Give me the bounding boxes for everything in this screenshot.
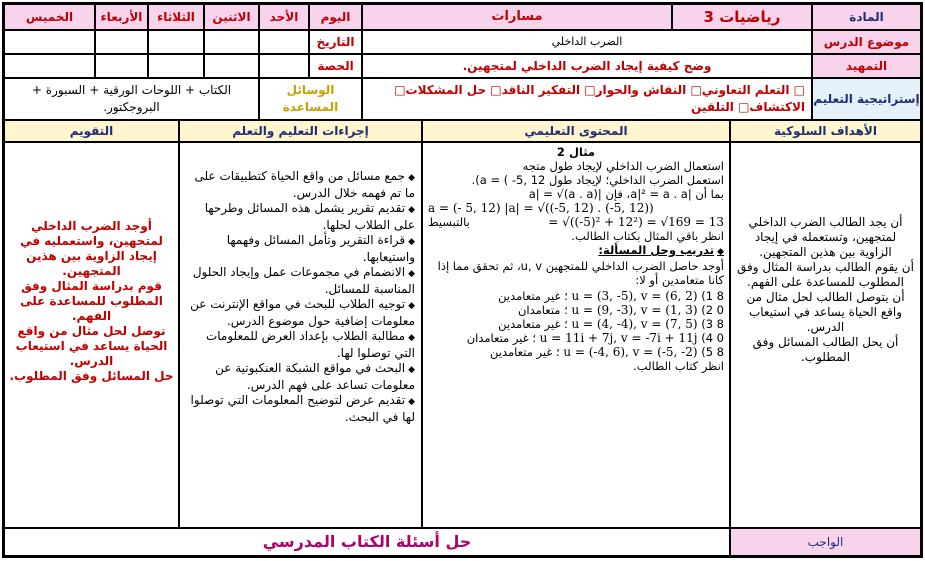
day-sun: الأحد <box>259 4 309 30</box>
procedure-item: ◆ تقديم تقرير يشمل هذه المسائل وطرحها على الطلاب لحلها. <box>186 201 415 233</box>
content-body <box>422 142 730 528</box>
procedure-item: ◆ جمع مسائل من واقع الحياة كتطبيقات على ما تم فهمه خلال الدرس. <box>186 169 415 201</box>
evaluation-item: قوم بدراسة المثال وفق المطلوب للمساعدة على الفهم. <box>20 279 163 323</box>
content-line: بما أن |a|² = a . a، فإن |a| = √(a . a) <box>528 187 724 201</box>
evaluation-item: أوجد الضرب الداخلي لمتجهين، واستعمليه في إيجاد الزاوية بين هذين المتجهين. <box>20 219 163 278</box>
evaluation-header: التقويم <box>4 120 179 142</box>
objectives-header: الأهداف السلوكية <box>730 120 921 142</box>
day-tue: الثلاثاء <box>148 4 204 30</box>
practice-item-5: 8 5) u = (-4, 6), v = (-5, -2) ؛ غير متعامدين <box>490 345 724 359</box>
procedure-item: ◆ الانضمام في مجموعات عمل وإيجاد الحلول المناسبة للمسائل. <box>186 265 415 297</box>
practice-item-1: 8 1) u = (3, -5), v = (6, 2) ؛ غير متعامدين <box>498 289 724 303</box>
bullet-icon <box>405 169 415 183</box>
day-label: اليوم <box>309 4 362 30</box>
bullet-icon <box>714 243 724 257</box>
objectives-body <box>730 142 921 528</box>
homework-value: حل أسئلة الكتاب المدرسي <box>4 528 730 556</box>
math-line: = √((-5)² + 12²) = √169 = 13 <box>548 215 724 229</box>
intro-label: التمهيد <box>812 54 921 78</box>
lesson-plan <box>2 2 923 558</box>
bullet-icon <box>405 297 415 311</box>
day-mon: الاثنين <box>204 4 259 30</box>
math-row <box>428 215 724 229</box>
objective-item: أن يتوصل الطالب لحل مثال من واقع الحياة يساعد في استيعاب الدرس. <box>746 290 905 334</box>
subject-label: المادة <box>812 4 921 30</box>
math-line: a = (- 5, 12) |a| = √((-5, 12) . (-5, 12)) <box>428 201 654 215</box>
lesson-topic-label: موضوع الدرس <box>812 30 921 54</box>
example-title: مثال 2 <box>556 145 596 159</box>
bullet-icon <box>405 329 415 343</box>
aids-value: الكتاب + اللوحات الورقية + السبورة + البروجكتور. <box>4 78 259 120</box>
content-line: انظر باقي المثال بكتاب الطالب. <box>571 229 724 243</box>
bullet-icon <box>405 233 415 247</box>
period-cell-wed <box>95 54 148 78</box>
procedure-item: ◆ مطالبة الطلاب بإعداد العرض للمعلومات التي توصلوا لها. <box>186 329 415 361</box>
period-cell-tue <box>148 54 204 78</box>
bullet-icon <box>405 393 415 407</box>
aids-label: الوسائل المساعدة <box>259 78 362 120</box>
subject-value: رياضيات 3 <box>672 4 812 30</box>
procedure-item: ◆ قراءة التقرير وتأمل المسائل وفهمها واستيعابها. <box>186 233 415 265</box>
content-header: المحتوى التعليمي <box>422 120 730 142</box>
track-label: مسارات <box>362 4 672 30</box>
period-cell-thu <box>4 54 95 78</box>
practice-item-3: 8 3) u = (4, -4), v = (7, 5) ؛ غير متعامدين <box>498 317 724 331</box>
objective-item: أن يقوم الطالب بدراسة المثال وفق المطلوب للمساعدة على الفهم. <box>737 260 914 289</box>
day-wed: الأربعاء <box>95 4 148 30</box>
content-line: استعمل الضرب الداخلي؛ لإيجاد طول 12 ,5- ) = a). <box>471 173 724 187</box>
practice-text: أوجد حاصل الضرب الداخلي للمتجهين u, v، ثم تحقق مما إذا كانا متعامدين أو لا: <box>437 259 724 287</box>
bullet-icon <box>405 201 415 215</box>
period-label: الحصة <box>309 54 362 78</box>
period-cell-sun <box>259 54 309 78</box>
date-cell-thu <box>4 30 95 54</box>
procedure-item: ◆ توجيه الطلاب للبحث في مواقع الإنترنت عن معلومات إضافية حول موضوع الدرس. <box>186 297 415 329</box>
bullet-icon <box>405 361 415 375</box>
homework-label: الواجب <box>730 528 921 556</box>
practice-title: ◆ تدريب وحل المسألة: <box>428 243 724 259</box>
day-thu: الخميس <box>4 4 95 30</box>
evaluation-item: توصل لحل مثال من واقع الحياة يساعد في استيعاب الدرس. <box>15 324 168 368</box>
intro-value: وضح كيفية إيجاد الضرب الداخلي لمتجهين. <box>362 54 812 78</box>
procedures-header: إجراءات التعليم والتعلم <box>179 120 422 142</box>
period-cell-mon <box>204 54 259 78</box>
strategy-value: □ التعلم التعاوني□ النقاش والحوار□ التفكير الناقد□ حل المشكلات□ الاكتشاف□ التلقين <box>362 78 812 120</box>
practice-item-2: 0 2) u = (9, -3), v = (1, 3) ؛ متعامدان <box>517 303 724 317</box>
procedure-item: ◆ البحث في مواقع الشبكة العنكبوتية عن معلومات تساعد على فهم الدرس. <box>186 361 415 393</box>
evaluation-body <box>4 142 179 528</box>
simplify-label: بالتبسيط <box>428 215 470 229</box>
date-label: التاريخ <box>309 30 362 54</box>
objective-item: أن يجد الطالب الضرب الداخلي لمتجهين، وتستعمله في إيجاد الزاوية بين هذين المتجهين. <box>748 215 903 259</box>
date-cell-wed <box>95 30 148 54</box>
bullet-icon <box>405 265 415 279</box>
objective-item: أن يحل الطالب المسائل وفق المطلوب. <box>752 335 899 364</box>
content-footer: انظر كتاب الطالب. <box>633 359 724 373</box>
practice-item-4: 0 4) u = 11i + 7j, v = -7i + 11j ؛ غير متعامدان <box>466 331 724 345</box>
date-cell-sun <box>259 30 309 54</box>
procedure-item: ◆ تقديم عرض لتوضيح المعلومات التي توصلوا لها في البحث. <box>186 393 415 425</box>
evaluation-item: حل المسائل وفق المطلوب. <box>9 369 174 383</box>
procedures-list <box>182 169 419 425</box>
content-line: استعمال الضرب الداخلي لإيجاد طول متجه <box>522 159 724 173</box>
strategy-label: إستراتيجية التعليم <box>812 78 921 120</box>
date-cell-tue <box>148 30 204 54</box>
date-cell-mon <box>204 30 259 54</box>
procedures-body <box>179 142 422 528</box>
lesson-topic-value: الضرب الداخلي <box>362 30 812 54</box>
